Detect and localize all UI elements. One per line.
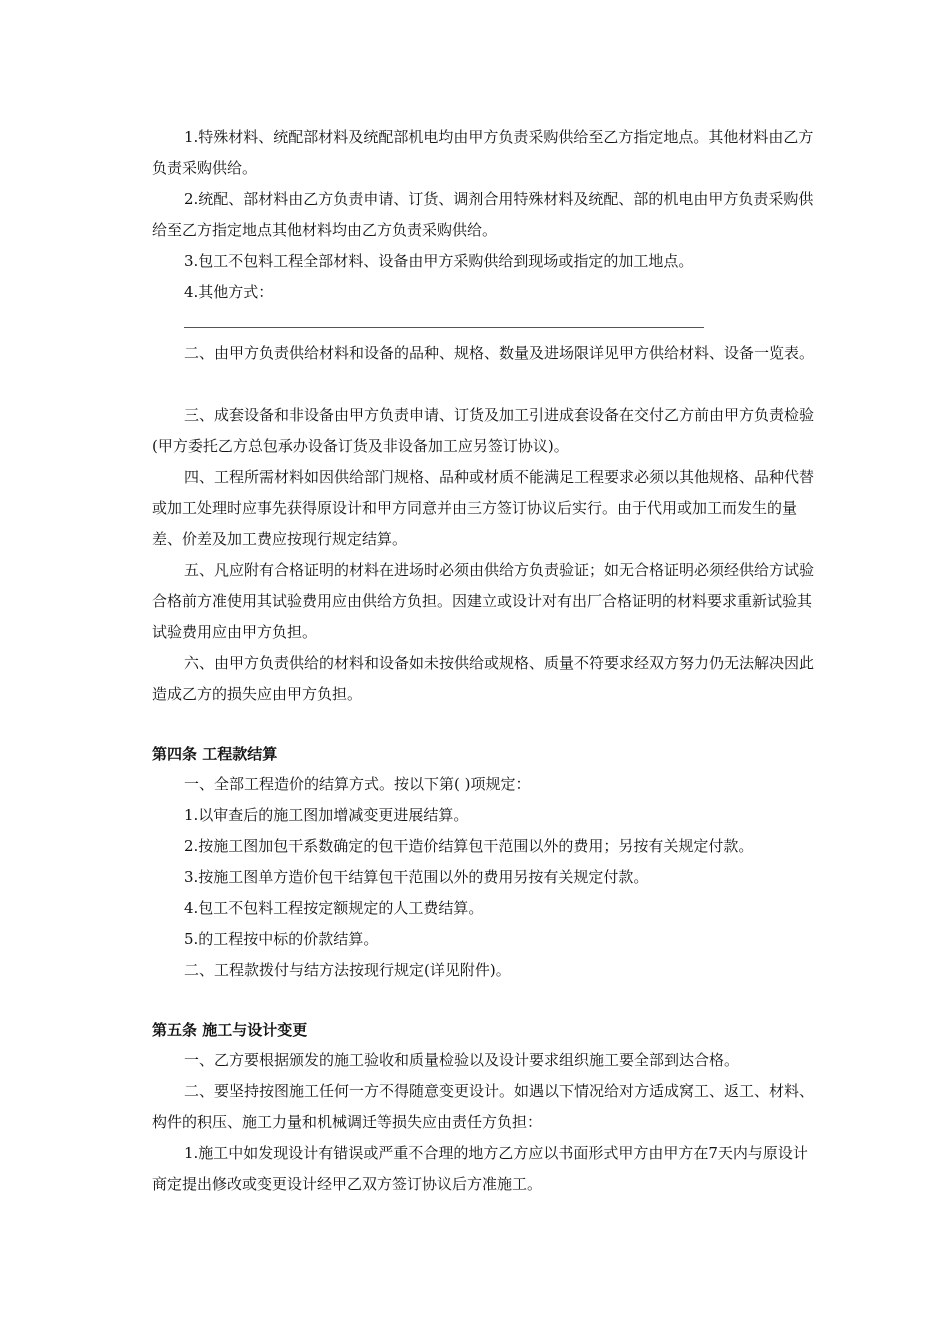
settlement-line-3: 2.按施工图加包干系数确定的包干造价结算包干范围以外的费用；另按有关规定付款。 (184, 837, 754, 855)
change-line-1: 一、乙方要根据颁发的施工验收和质量检验以及设计要求组织施工要全部到达合格。 (184, 1051, 740, 1069)
supply-item-4: 4.其他方式： (184, 283, 274, 301)
settlement-line-5: 4.包工不包料工程按定额规定的人工费结算。 (184, 899, 484, 917)
article-5-heading: 第五条 施工与设计变更 (152, 1021, 308, 1039)
change-line-2: 二、要坚持按图施工任何一方不得随意变更设计。如遇以下情况给对方适成窝工、返工、材料、构件的积压、施工力量和机械调迁等损失应由责任方负担： (152, 1082, 815, 1131)
settlement-line-6: 5.的工程按中标的价款结算。 (184, 930, 379, 948)
settlement-line-7: 二、工程款拨付与结方法按现行规定(详见附件)。 (184, 961, 511, 979)
settlement-line-1: 一、全部工程造价的结算方式。按以下第( )项规定： (184, 775, 531, 793)
clause-paragraph-2: 二、由甲方负责供给材料和设备的品种、规格、数量及进场限详见甲方供给材料、设备一览表。 (184, 344, 815, 362)
clause-paragraph-6: 六、由甲方负责供给的材料和设备如未按供给或规格、质量不符要求经双方努力仍无法解决因此造成乙方的损失应由甲方负担。 (152, 654, 815, 703)
clause-paragraph-5: 五、凡应附有合格证明的材料在进场时必须由供给方负责验证；如无合格证明必须经供给方试验合格前方准使用其试验费用应由供给方负担。因建立或设计对有出厂合格证明的材料要求重新试验其试验费用应由甲方负担。 (152, 561, 815, 641)
clause-paragraph-3: 三、成套设备和非设备由甲方负责申请、订货及加工引进成套设备在交付乙方前由甲方负责检验(甲方委托乙方总包承办设备订货及非设备加工应另签订协议)。 (152, 406, 815, 455)
change-line-3: 1.施工中如发现设计有错误或严重不合理的地方乙方应以书面形式甲方由甲方在7天内与原设计商定提出修改或变更设计经甲乙双方签订协议后方准施工。 (152, 1144, 808, 1193)
article-4-heading: 第四条 工程款结算 (152, 745, 278, 763)
settlement-line-4: 3.按施工图单方造价包干结算包干范围以外的费用另按有关规定付款。 (184, 868, 649, 886)
settlement-line-2: 1.以审查后的施工图加增减变更进展结算。 (184, 806, 469, 824)
supply-item-1: 1.特殊材料、统配部材料及统配部机电均由甲方负责采购供给至乙方指定地点。其他材料由乙方负责采购供给。 (152, 128, 814, 177)
clause-paragraph-4: 四、工程所需材料如因供给部门规格、品种或材质不能满足工程要求必须以其他规格、品种代替或加工处理时应事先获得原设计和甲方同意并由三方签订协议后实行。由于代用或加工而发生的量差、价差及加工费应按现行规定结算。 (152, 468, 815, 548)
fill-in-blank-line (184, 327, 704, 328)
supply-item-2: 2.统配、部材料由乙方负责申请、订货、调剂合用特殊材料及统配、部的机电由甲方负责采购供给至乙方指定地点其他材料均由乙方负责采购供给。 (152, 190, 814, 239)
supply-item-3: 3.包工不包料工程全部材料、设备由甲方采购供给到现场或指定的加工地点。 (184, 252, 694, 270)
